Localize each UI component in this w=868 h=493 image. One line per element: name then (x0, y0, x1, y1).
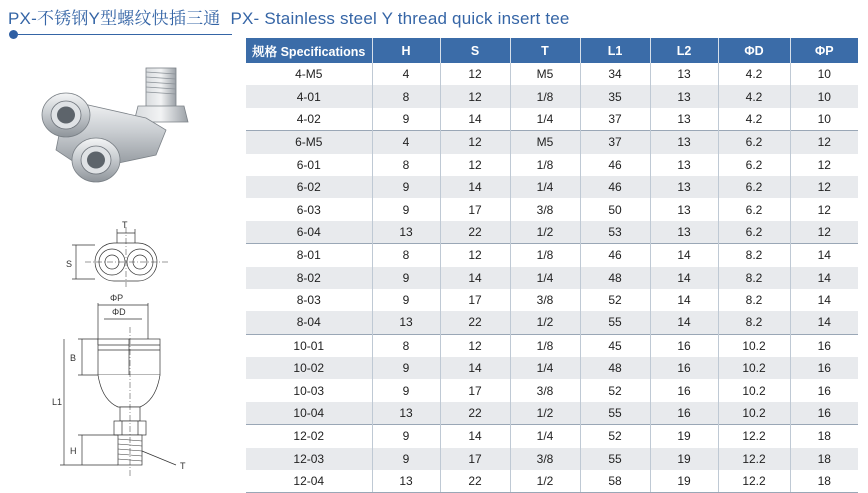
table-cell: 4 (372, 131, 440, 154)
table-cell: 14 (440, 108, 510, 131)
title-en: PX- Stainless steel Y thread quick insert tee (230, 9, 570, 28)
table-cell: 3/8 (510, 448, 580, 470)
table-cell: 9 (372, 176, 440, 198)
table-cell: 1/8 (510, 244, 580, 267)
table-cell: 14 (650, 244, 718, 267)
product-photo (26, 60, 216, 200)
dim-label-b: B (70, 353, 77, 363)
table-cell: 13 (650, 131, 718, 154)
table-cell: 35 (580, 85, 650, 107)
table-cell: 14 (440, 267, 510, 289)
table-cell: 13 (372, 402, 440, 425)
table-row (246, 244, 858, 267)
table-cell: 14 (790, 311, 858, 334)
table-row (246, 402, 858, 425)
table-cell: 6.2 (718, 131, 790, 154)
table-cell: M5 (510, 63, 580, 85)
table-cell: 1/8 (510, 334, 580, 357)
table-cell: 1/2 (510, 470, 580, 493)
dim-label-s: S (66, 259, 73, 269)
dim-label-phi-p: ΦP (110, 293, 124, 303)
table-row (246, 63, 858, 85)
table-row (246, 448, 858, 470)
table-cell: 17 (440, 379, 510, 401)
table-cell: 46 (580, 176, 650, 198)
table-row (246, 85, 858, 107)
table-cell: 37 (580, 108, 650, 131)
title-underline (16, 34, 232, 35)
table-cell: 22 (440, 470, 510, 493)
table-cell: 12-04 (246, 470, 372, 493)
table-cell: M5 (510, 131, 580, 154)
header-specifications: 规格 Specifications (246, 38, 372, 63)
table-cell: 8-01 (246, 244, 372, 267)
table-row (246, 154, 858, 176)
dimension-drawing (40, 215, 230, 485)
table-cell: 9 (372, 267, 440, 289)
table-row (246, 176, 858, 198)
table-cell: 12 (440, 334, 510, 357)
specifications-table (246, 38, 858, 493)
table-cell: 18 (790, 448, 858, 470)
table-row (246, 334, 858, 357)
table-cell: 12 (440, 154, 510, 176)
table-cell: 10.2 (718, 402, 790, 425)
table-cell: 12 (440, 85, 510, 107)
table-cell: 55 (580, 448, 650, 470)
table-cell: 10.2 (718, 357, 790, 379)
table-cell: 34 (580, 63, 650, 85)
table-cell: 10-04 (246, 402, 372, 425)
table-cell: 4-01 (246, 85, 372, 107)
table-row (246, 357, 858, 379)
dim-label-t-thread: T (180, 461, 186, 471)
table-cell: 9 (372, 357, 440, 379)
table-cell: 16 (790, 334, 858, 357)
table-row (246, 311, 858, 334)
table-cell: 4-02 (246, 108, 372, 131)
table-cell: 12 (790, 176, 858, 198)
table-row (246, 108, 858, 131)
table-cell: 12 (817, 157, 831, 172)
table-cell: 8-03 (246, 289, 372, 311)
dim-label-t-top: T (122, 220, 128, 230)
dim-label-h: H (70, 446, 77, 456)
table-cell: 4-M5 (246, 63, 372, 85)
table-cell: 14 (650, 267, 718, 289)
table-cell: 12.2 (718, 448, 790, 470)
table-cell: 8.2 (718, 244, 790, 267)
table-cell: 14 (817, 293, 831, 308)
table-cell: 53 (580, 221, 650, 244)
table-cell: 13 (650, 63, 718, 85)
table-header-row (246, 38, 858, 63)
table-cell: 4 (372, 63, 440, 85)
table-cell: 12 (790, 131, 858, 154)
table-cell: 12 (440, 63, 510, 85)
table-cell: 16 (650, 334, 718, 357)
table-cell: 8 (372, 85, 440, 107)
table-cell: 10.2 (718, 334, 790, 357)
table-cell: 17 (440, 448, 510, 470)
table-cell: 1/2 (510, 221, 580, 244)
table-cell: 17 (440, 289, 510, 311)
table-cell: 6.2 (718, 154, 790, 176)
table-cell: 3/8 (510, 198, 580, 220)
table-cell: 18 (790, 470, 858, 493)
table-row (246, 131, 858, 154)
table-cell: 8.2 (718, 289, 790, 311)
table-cell: 1/4 (510, 357, 580, 379)
table-cell: 13 (372, 311, 440, 334)
table-cell: 4.2 (718, 85, 790, 107)
table-row (246, 379, 858, 401)
table-cell: 14 (440, 176, 510, 198)
table-body (246, 63, 858, 493)
table-cell: 6.2 (718, 198, 790, 220)
table-cell: 19 (650, 448, 718, 470)
table-cell: 8.2 (718, 311, 790, 334)
table-cell: 9 (372, 379, 440, 401)
table-cell: 1/4 (510, 267, 580, 289)
table-cell: 50 (580, 198, 650, 220)
table-cell: 52 (580, 425, 650, 448)
header-t: T (510, 38, 580, 63)
table-cell: 4.2 (718, 63, 790, 85)
header-h: H (372, 38, 440, 63)
table-cell: 13 (650, 108, 718, 131)
table-cell: 22 (440, 311, 510, 334)
table-cell: 17 (440, 198, 510, 220)
table-cell: 52 (580, 379, 650, 401)
table-cell: 10-01 (246, 334, 372, 357)
table-cell: 16 (650, 379, 718, 401)
table-cell: 12 (440, 244, 510, 267)
table-cell: 8-02 (246, 267, 372, 289)
table-cell: 12 (440, 131, 510, 154)
table-cell: 10 (817, 111, 831, 126)
table-cell: 14 (440, 425, 510, 448)
table-cell: 48 (580, 267, 650, 289)
table-cell: 9 (372, 108, 440, 131)
table-row (246, 221, 858, 244)
table-cell: 6-02 (246, 176, 372, 198)
table-row (246, 470, 858, 493)
table-cell: 16 (650, 402, 718, 425)
table-cell: 10-03 (246, 379, 372, 401)
table-cell: 1/8 (510, 85, 580, 107)
table-cell: 1/2 (510, 402, 580, 425)
table-cell: 12 (790, 221, 858, 244)
table-cell: 8 (372, 334, 440, 357)
table-cell: 8-04 (246, 311, 372, 334)
table-cell: 48 (580, 357, 650, 379)
dim-label-l1: L1 (52, 397, 63, 407)
table-cell: 13 (650, 85, 718, 107)
table-cell: 12-03 (246, 448, 372, 470)
table-cell: 14 (790, 244, 858, 267)
table-cell: 6-03 (246, 198, 372, 220)
table-cell: 8.2 (718, 267, 790, 289)
table-cell: 19 (650, 425, 718, 448)
table-cell: 9 (372, 289, 440, 311)
table-cell: 55 (580, 402, 650, 425)
page-title (8, 4, 580, 29)
table-cell: 4.2 (718, 108, 790, 131)
table-cell: 14 (790, 267, 858, 289)
table-cell: 13 (650, 176, 718, 198)
table-cell: 12.2 (718, 425, 790, 448)
table-cell: 19 (650, 470, 718, 493)
table-row (246, 289, 858, 311)
table-cell: 1/8 (510, 154, 580, 176)
table-cell: 9 (372, 198, 440, 220)
table-cell: 13 (650, 198, 718, 220)
table-cell: 10-02 (246, 357, 372, 379)
table-cell: 13 (372, 470, 440, 493)
header-l1: L1 (580, 38, 650, 63)
table-cell: 6-M5 (246, 131, 372, 154)
table-cell: 14 (440, 357, 510, 379)
dim-label-phi-d: ΦD (112, 307, 126, 317)
table-cell: 9 (372, 425, 440, 448)
table-cell: 45 (580, 334, 650, 357)
table-cell: 1/4 (510, 108, 580, 131)
table-cell: 13 (650, 221, 718, 244)
table-cell: 37 (580, 131, 650, 154)
header-phi-d: ΦD (718, 38, 790, 63)
table-cell: 1/4 (510, 425, 580, 448)
table-cell: 12-02 (246, 425, 372, 448)
table-cell: 6-01 (246, 154, 372, 176)
table-cell: 8 (372, 244, 440, 267)
table-cell: 6-04 (246, 221, 372, 244)
table-cell: 3/8 (510, 379, 580, 401)
table-cell: 55 (580, 311, 650, 334)
table-cell: 12 (817, 202, 831, 217)
header-l2: L2 (650, 38, 718, 63)
table-cell: 10.2 (718, 379, 790, 401)
table-cell: 58 (580, 470, 650, 493)
table-cell: 18 (790, 425, 858, 448)
table-cell: 16 (817, 383, 831, 398)
table-cell: 13 (650, 154, 718, 176)
table-cell: 3/8 (510, 289, 580, 311)
table-row (246, 198, 858, 220)
table-cell: 16 (650, 357, 718, 379)
table-cell: 9 (372, 448, 440, 470)
table-cell: 46 (580, 154, 650, 176)
table-cell: 16 (790, 402, 858, 425)
title-cn: PX-不锈钢Y型螺纹快插三通 (8, 9, 221, 28)
table-row (246, 425, 858, 448)
table-cell: 52 (580, 289, 650, 311)
table-cell: 12.2 (718, 470, 790, 493)
table-cell: 6.2 (718, 221, 790, 244)
table-cell: 22 (440, 221, 510, 244)
table-row (246, 267, 858, 289)
table-cell: 13 (372, 221, 440, 244)
table-cell: 46 (580, 244, 650, 267)
table-cell: 10 (817, 67, 831, 82)
table-cell: 6.2 (718, 176, 790, 198)
header-phi-p: ΦP (790, 38, 858, 63)
table-cell: 22 (440, 402, 510, 425)
header-s: S (440, 38, 510, 63)
table-cell: 8 (372, 154, 440, 176)
table-cell: 14 (650, 289, 718, 311)
table-cell: 10 (790, 85, 858, 107)
table-cell: 14 (650, 311, 718, 334)
table-cell: 16 (790, 357, 858, 379)
table-cell: 1/4 (510, 176, 580, 198)
table-cell: 1/2 (510, 311, 580, 334)
